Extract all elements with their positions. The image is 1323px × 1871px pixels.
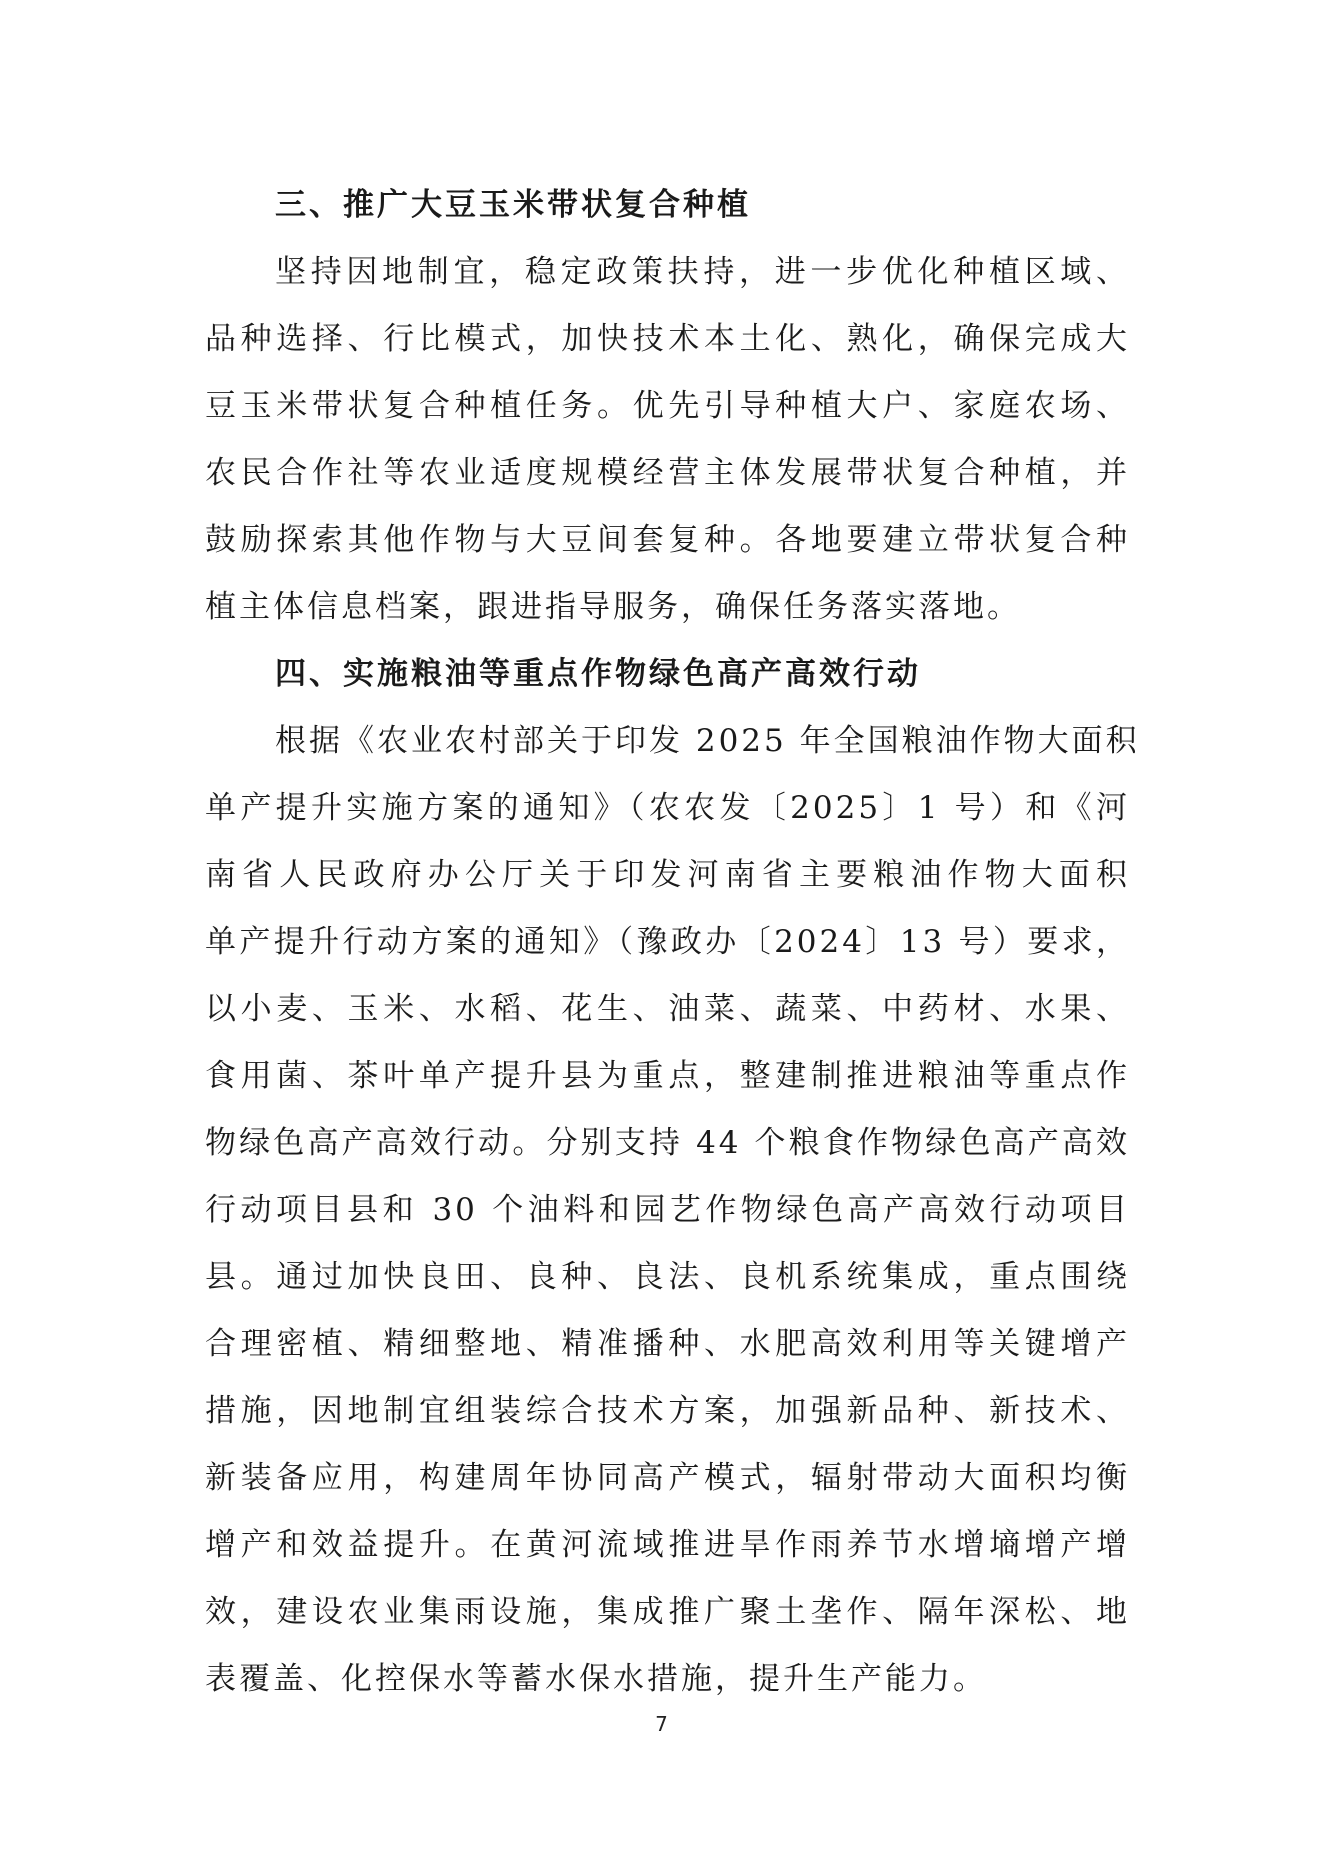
- paragraph-line: 新装备应用，构建周年协同高产模式，辐射带动大面积均衡: [205, 1460, 1130, 1496]
- section-paragraph-green-high-yield: [205, 708, 1140, 1713]
- paragraph-line: 合理密植、精细整地、精准播种、水肥高效利用等关键增产: [205, 1326, 1130, 1362]
- paragraph-line: 农民合作社等农业适度规模经营主体发展带状复合种植，并: [205, 455, 1130, 491]
- paragraph-line: 单产提升实施方案的通知》（农农发〔2025〕1 号）和《河: [205, 790, 1130, 826]
- document-body: [205, 172, 1140, 1713]
- paragraph-line: 鼓励探索其他作物与大豆间套复种。各地要建立带状复合种: [205, 522, 1130, 558]
- paragraph-line: 食用菌、茶叶单产提升县为重点，整建制推进粮油等重点作: [205, 1058, 1130, 1094]
- paragraph-line: 单产提升行动方案的通知》（豫政办〔2024〕13 号）要求，: [205, 924, 1130, 960]
- paragraph-line: 措施，因地制宜组装综合技术方案，加强新品种、新技术、: [205, 1393, 1130, 1429]
- paragraph-line: 豆玉米带状复合种植任务。优先引导种植大户、家庭农场、: [205, 388, 1130, 424]
- paragraph-line: 南省人民政府办公厅关于印发河南省主要粮油作物大面积: [205, 857, 1130, 893]
- paragraph-line: 坚持因地制宜，稳定政策扶持，进一步优化种植区域、: [275, 254, 1130, 290]
- paragraph-line: 行动项目县和 30 个油料和园艺作物绿色高产高效行动项目: [205, 1192, 1130, 1228]
- section-heading-green-high-yield: 四、实施粮油等重点作物绿色高产高效行动: [275, 656, 921, 692]
- paragraph-line: 植主体信息档案，跟进指导服务，确保任务落实落地。: [205, 589, 1021, 625]
- paragraph-line: 表覆盖、化控保水等蓄水保水措施，提升生产能力。: [205, 1661, 987, 1697]
- paragraph-line: 品种选择、行比模式，加快技术本土化、熟化，确保完成大: [205, 321, 1130, 357]
- section-heading-soybean-corn: 三、推广大豆玉米带状复合种植: [275, 187, 751, 223]
- section-paragraph-soybean-corn: [205, 239, 1130, 641]
- paragraph-line: 县。通过加快良田、良种、良法、良机系统集成，重点围绕: [205, 1259, 1130, 1295]
- paragraph-line: 根据《农业农村部关于印发 2025 年全国粮油作物大面积: [275, 723, 1140, 759]
- paragraph-line: 物绿色高产高效行动。分别支持 44 个粮食作物绿色高产高效: [205, 1125, 1130, 1161]
- paragraph-line: 以小麦、玉米、水稻、花生、油菜、蔬菜、中药材、水果、: [205, 991, 1130, 1027]
- page-number: 7: [655, 1712, 668, 1736]
- paragraph-line: 增产和效益提升。在黄河流域推进旱作雨养节水增墒增产增: [205, 1527, 1130, 1563]
- paragraph-line: 效，建设农业集雨设施，集成推广聚土垄作、隔年深松、地: [205, 1594, 1130, 1630]
